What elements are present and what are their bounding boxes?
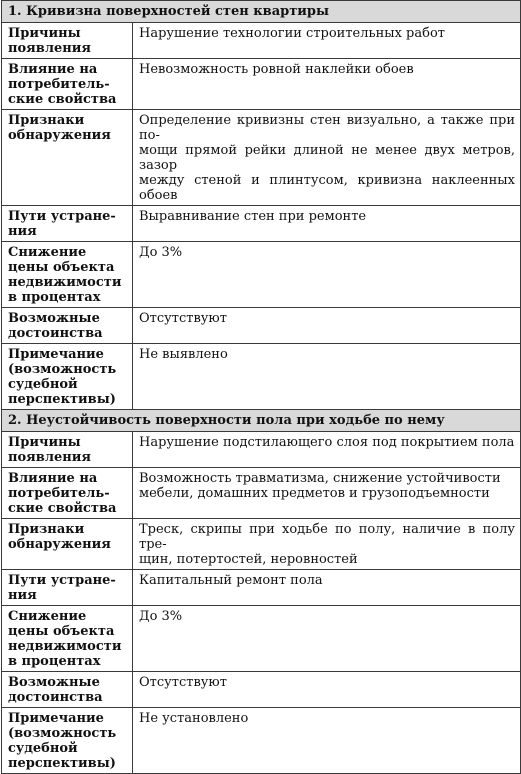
table-row — [2, 308, 521, 344]
row-label: Примечание (возможность судебной перспективы) — [2, 344, 133, 410]
table-row — [2, 432, 521, 468]
row-value: До 3% — [133, 242, 521, 308]
row-label: Снижение цены объекта недвижимости в процентах — [2, 606, 133, 672]
row-label: Возможные достоинства — [2, 672, 133, 708]
section-header-row — [2, 410, 521, 432]
row-value: До 3% — [133, 606, 521, 672]
table-row — [2, 110, 521, 206]
row-label: Признаки обнаружения — [2, 519, 133, 570]
table-row — [2, 606, 521, 672]
section-title: 2. Неустойчивость поверхности пола при ходьбе по нему — [2, 410, 521, 432]
row-value: Возможность травматизма, снижение устойчивости мебели, домашних предметов и грузоподъемности — [133, 468, 521, 519]
row-value: Не установлено — [133, 708, 521, 774]
row-value: Нарушение подстилающего слоя под покрытием пола — [133, 432, 521, 468]
table-row — [2, 570, 521, 606]
row-label: Примечание (возможность судебной перспективы) — [2, 708, 133, 774]
table-row — [2, 206, 521, 242]
row-value: Определение кривизны стен визуально, а также при по- мощи прямой рейки длиной не менее двух метров, зазор между стеной и плинтусом, кривизна наклеенных обоев — [133, 110, 521, 206]
table-row — [2, 468, 521, 519]
row-label: Причины появления — [2, 432, 133, 468]
row-label: Влияние на потребитель- ские свойства — [2, 59, 133, 110]
row-label: Возможные достоинства — [2, 308, 133, 344]
table-row — [2, 59, 521, 110]
row-value: Выравнивание стен при ремонте — [133, 206, 521, 242]
row-value: Нарушение технологии строительных работ — [133, 23, 521, 59]
section-header-row — [2, 1, 521, 23]
row-label: Влияние на потребитель- ские свойства — [2, 468, 133, 519]
row-label: Пути устране- ния — [2, 570, 133, 606]
table-row — [2, 672, 521, 708]
table-row — [2, 344, 521, 410]
defects-table — [1, 0, 521, 774]
row-value: Невозможность ровной наклейки обоев — [133, 59, 521, 110]
row-value: Не выявлено — [133, 344, 521, 410]
section-title: 1. Кривизна поверхностей стен квартиры — [2, 1, 521, 23]
row-value: Отсутствуют — [133, 308, 521, 344]
table-row — [2, 242, 521, 308]
row-label: Пути устране- ния — [2, 206, 133, 242]
table-row — [2, 708, 521, 774]
row-label: Снижение цены объекта недвижимости в процентах — [2, 242, 133, 308]
table-row — [2, 23, 521, 59]
row-value: Капитальный ремонт пола — [133, 570, 521, 606]
row-label: Причины появления — [2, 23, 133, 59]
row-value: Треск, скрипы при ходьбе по полу, наличие в полу тре- щин, потертостей, неровностей — [133, 519, 521, 570]
row-value: Отсутствуют — [133, 672, 521, 708]
table-row — [2, 519, 521, 570]
row-label: Признаки обнаружения — [2, 110, 133, 206]
